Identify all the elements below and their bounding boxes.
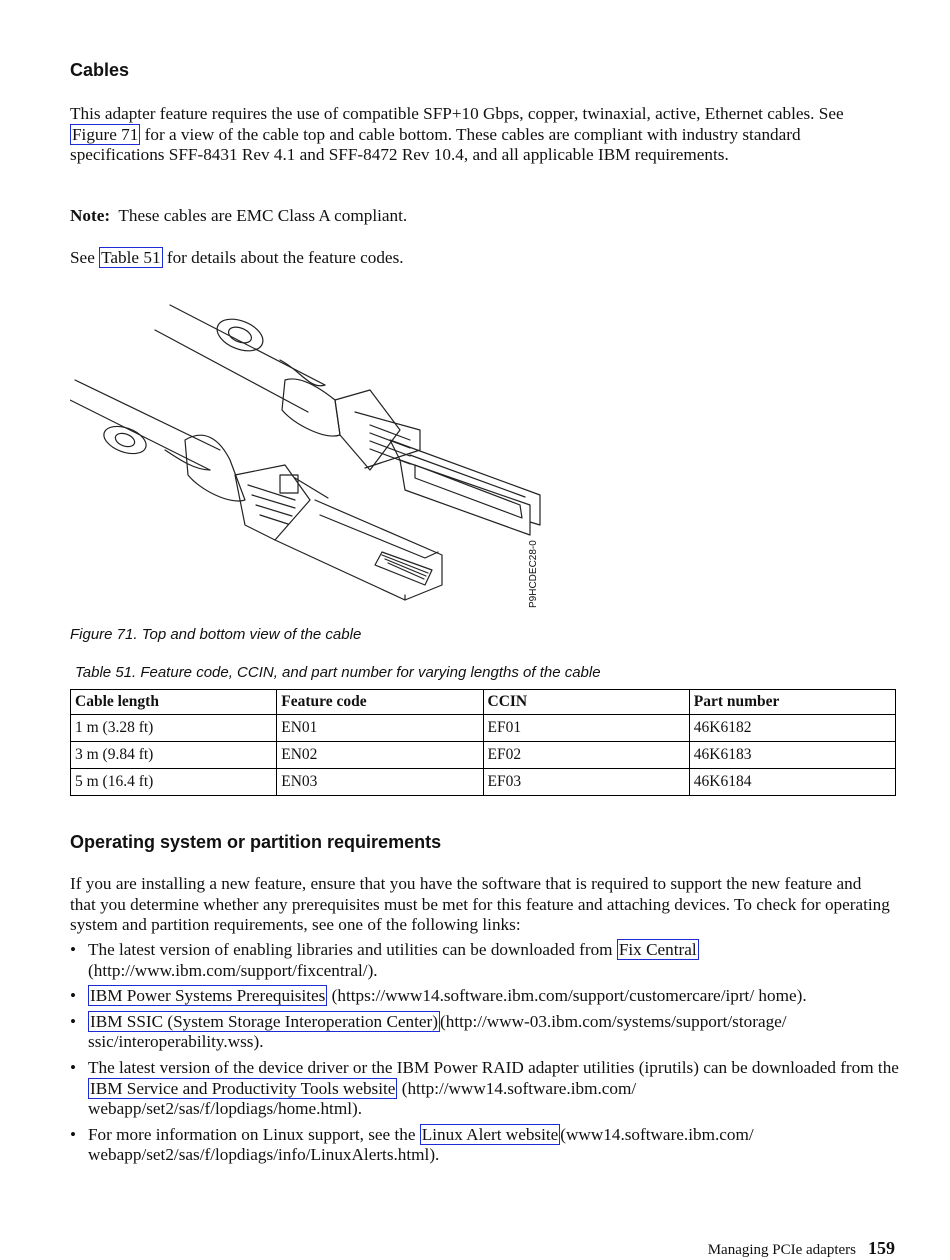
list-item-text: The latest version of the device driver or the IBM Power RAID adapter utilities (iprutils) can be downloaded from the xyxy=(88,1057,899,1077)
table-cell: 46K6184 xyxy=(689,769,895,796)
os-intro-paragraph: If you are installing a new feature, ensure that you have the software that is required to support the new feature and that you determine whether any prerequisites must be met for this feature and attaching devices. To check for operating system and partition requirements, see one of the following links: xyxy=(70,874,890,935)
power-systems-prerequisites-link[interactable]: IBM Power Systems Prerequisites xyxy=(90,986,326,1006)
cables-intro-paragraph xyxy=(70,104,890,166)
see-table-paragraph xyxy=(70,248,890,269)
linux-alert-link[interactable]: Linux Alert website xyxy=(421,1124,559,1144)
table-cell: EF02 xyxy=(483,742,689,769)
bullet: • xyxy=(70,1057,77,1077)
table-caption: Table 51. Feature code, CCIN, and part number for varying lengths of the cable xyxy=(75,664,601,681)
list-item-text: The latest version of enabling libraries and utilities can be downloaded from xyxy=(88,940,617,959)
list-item xyxy=(70,940,900,981)
intro-text-pre: This adapter feature requires the use of compatible SFP+10 Gbps, copper, twinaxial, active, Ethernet cables. See xyxy=(70,104,844,123)
table-header-row xyxy=(71,690,896,715)
list-item-url: (http://www14.software.ibm.com/ webapp/set2/sas/f/lopdiags/home.html). xyxy=(88,1078,637,1119)
table-cell: 46K6183 xyxy=(689,742,895,769)
page-footer xyxy=(708,1238,895,1259)
list-item-text: For more information on Linux support, see the xyxy=(88,1124,420,1144)
table-cell: 1 m (3.28 ft) xyxy=(71,715,277,742)
column-header: Part number xyxy=(689,690,895,715)
table-cell: EF01 xyxy=(483,715,689,742)
note-paragraph xyxy=(70,206,890,227)
list-item xyxy=(70,1012,900,1053)
cable-illustration xyxy=(70,300,560,620)
column-header: CCIN xyxy=(483,690,689,715)
requirements-link-list xyxy=(70,940,900,1171)
table-cell: 46K6182 xyxy=(689,715,895,742)
feature-code-table xyxy=(70,689,896,796)
table-cell: EN03 xyxy=(277,769,483,796)
table-row xyxy=(71,769,896,796)
bullet: • xyxy=(70,1011,77,1031)
column-header: Cable length xyxy=(71,690,277,715)
table-row xyxy=(71,715,896,742)
list-item xyxy=(70,1058,900,1120)
table-51-link[interactable]: Table 51 xyxy=(101,248,161,267)
figure-71-link[interactable]: Figure 71 xyxy=(72,124,139,144)
intro-text-post: for a view of the cable top and cable bottom. These cables are compliant with industry standard specifications SFF-8431 Rev 4.1 and SFF-8472 Rev 10.4, and all applicable IBM requirements. xyxy=(70,124,801,165)
see-text-post: for details about the feature codes. xyxy=(162,248,404,267)
list-item xyxy=(70,986,900,1007)
list-item xyxy=(70,1125,900,1166)
list-item-url: (http://www-03.ibm.com/systems/support/storage/ ssic/interoperability.wss). xyxy=(88,1011,787,1052)
footer-section-title: Managing PCIe adapters xyxy=(707,1242,856,1258)
list-item-url: (https://www14.software.ibm.com/support/customercare/iprt/ home). xyxy=(327,986,807,1006)
bullet: • xyxy=(70,940,77,959)
table-cell: 3 m (9.84 ft) xyxy=(71,742,277,769)
note-label: Note: xyxy=(70,206,111,225)
page-number: 159 xyxy=(868,1238,895,1258)
figure-caption: Figure 71. Top and bottom view of the cable xyxy=(70,626,362,643)
table-row xyxy=(71,742,896,769)
list-item-url: (www14.software.ibm.com/ webapp/set2/sas/f/lopdiags/info/LinuxAlerts.html). xyxy=(88,1124,754,1165)
list-item-url: (http://www.ibm.com/support/fixcentral/). xyxy=(88,960,378,980)
ibm-ssic-link[interactable]: IBM SSIC (System Storage Interoperation Center) xyxy=(90,1011,438,1031)
table-cell: 5 m (16.4 ft) xyxy=(71,769,277,796)
cables-heading: Cables xyxy=(70,60,130,80)
service-productivity-tools-link[interactable]: IBM Service and Productivity Tools website xyxy=(90,1078,396,1098)
bullet: • xyxy=(70,1124,77,1144)
table-cell: EN02 xyxy=(277,742,483,769)
fix-central-link[interactable]: Fix Central xyxy=(618,940,697,959)
column-header: Feature code xyxy=(277,690,483,715)
table-cell: EF03 xyxy=(483,769,689,796)
figure-id-label: P9HCDEC28-0 xyxy=(528,540,539,608)
note-text: These cables are EMC Class A compliant. xyxy=(118,206,408,225)
table-cell: EN01 xyxy=(277,715,483,742)
os-requirements-heading: Operating system or partition requirements xyxy=(70,832,442,852)
bullet: • xyxy=(70,986,77,1006)
see-text-pre: See xyxy=(70,248,100,267)
